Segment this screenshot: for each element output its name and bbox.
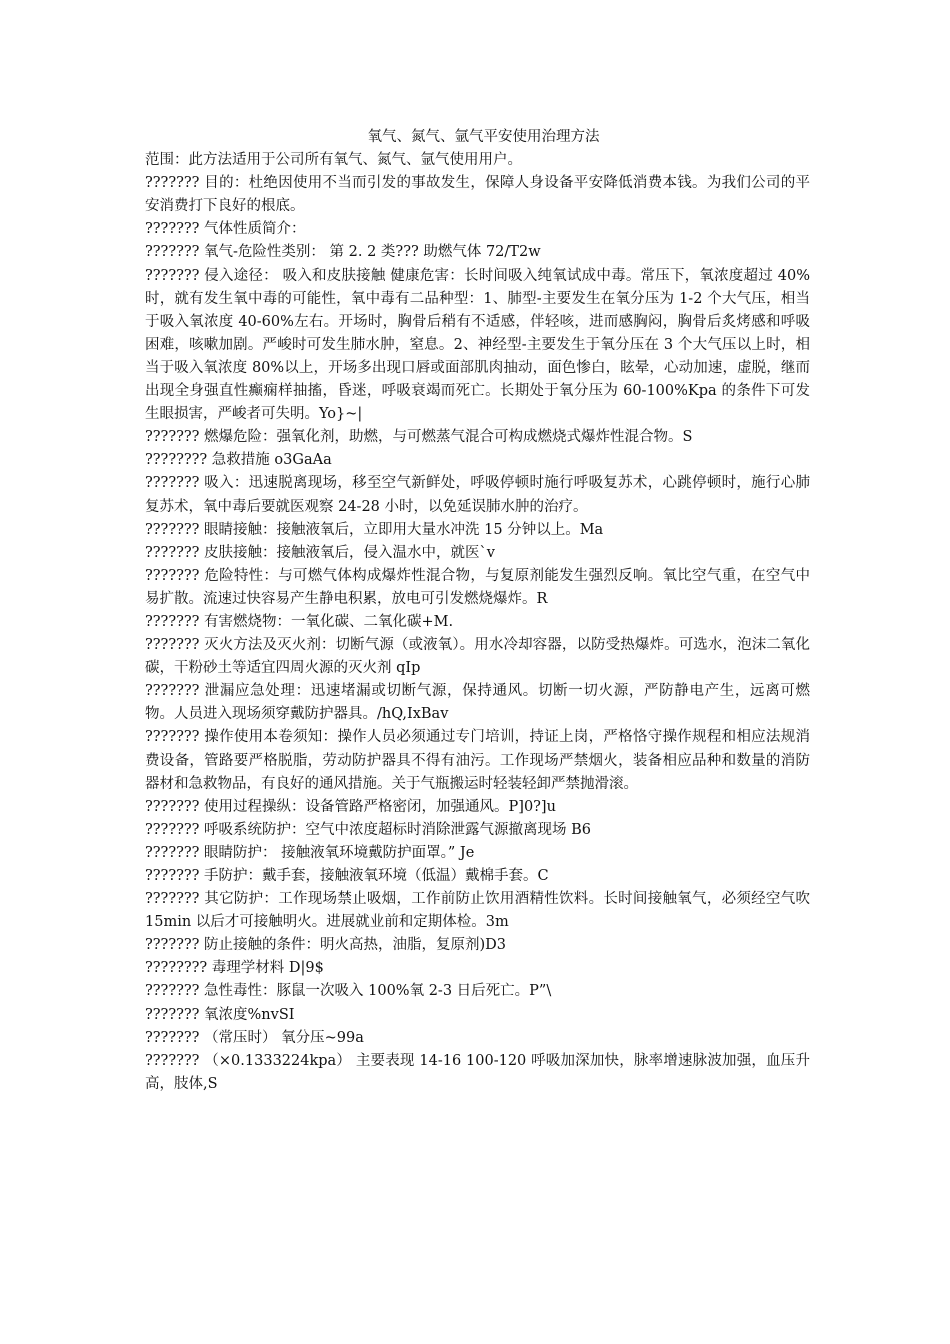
- document-title: 氧气、氮气、氩气平安使用治理方法: [367, 129, 600, 145]
- paragraph-hand-protection: ??????? 手防护：戴手套，接触液氧环境（低温）戴棉手套。C: [145, 868, 549, 884]
- paragraph-combustion-products: ??????? 有害燃烧物：一氧化碳、二氧化碳+M.: [145, 613, 454, 630]
- paragraph-partial-pressure: ??????? （常压时） 氧分压~99a: [145, 1029, 364, 1046]
- paragraph-explosion-hazard: ??????? 燃爆危险：强氧化剂，助燃，与可燃蒸气混合可构成燃烧式爆炸性混合物。S: [145, 429, 693, 446]
- paragraph-scope: 范围：此方法适用于公司所有氧气、氮气、氩气使用用户。: [145, 152, 522, 169]
- paragraph-conditions-to-avoid: ??????? 防止接触的条件：明火高热，油脂，复原剂)D3: [145, 937, 507, 954]
- paragraph-leak-response: ??????? 泄漏应急处理：迅速堵漏或切断气源，保持通风。切断一切火源，严防静电产生，远离可燃物。人员进入现场须穿戴防护器具。/hQ,IxBav: [145, 683, 810, 723]
- paragraph-eye-contact: ??????? 眼睛接触：接触液氧后，立即用大量水冲洗 15 分钟以上。Ma: [145, 521, 604, 538]
- paragraph-hazard-characteristics: ??????? 危险特性：与可燃气体构成爆炸性混合物，与复原剂能发生强烈反响。氧比空气重，在空气中易扩散。流速过快容易产生静电积累，放电可引发燃烧爆炸。R: [145, 567, 810, 607]
- paragraph-first-aid-heading: ???????? 急救措施 o3GaAa: [145, 452, 332, 469]
- paragraph-inhalation: ??????? 吸入：迅速脱离现场，移至空气新鲜处，呼吸停顿时施行呼吸复苏术，心跳停顿时，施行心肺复苏术，氧中毒后要就医观察 24-28 小时，以免延误肺水肿的治疗。: [145, 475, 810, 515]
- document-body: [145, 126, 810, 1096]
- paragraph-main-symptoms: ??????? （×0.1333224kpa） 主要表现 14-16 100-120 呼吸加深加快，脉率增速脉波加强，血压升高，肢体,S: [145, 1052, 810, 1092]
- paragraph-gas-properties-heading: ??????? 气体性质简介：: [145, 221, 306, 238]
- paragraph-other-protection: ??????? 其它防护：工作现场禁止吸烟，工作前防止饮用酒精性饮料。长时间接触氧气，必须经空气吹 15min 以后才可接触明火。进展就业前和定期体检。3m: [145, 891, 810, 931]
- paragraph-oxygen-hazard-class: ??????? 氧气-危险性类别： 第 2. 2 类??? 助燃气体 72/T2w: [145, 244, 541, 261]
- paragraph-toxicology-heading: ???????? 毒理学材料 D|9$: [145, 960, 324, 977]
- paragraph-respiratory-protection: ??????? 呼吸系统防护：空气中浓度超标时消除泄露气源撤离现场 B6: [145, 821, 592, 838]
- paragraph-skin-contact: ??????? 皮肤接触：接触液氧后，侵入温水中，就医`v: [145, 544, 495, 561]
- paragraph-oxygen-concentration: ??????? 氧浓度%nvSI: [145, 1006, 295, 1023]
- paragraph-purpose: ??????? 目的：杜绝因使用不当而引发的事故发生，保障人身设备平安降低消费本钱。为我们公司的平安消费打下良好的根底。: [145, 175, 810, 215]
- paragraph-fire-extinguishing: ??????? 灭火方法及灭火剂：切断气源（或液氧）。用水冷却容器，以防受热爆炸。可选水，泡沫二氧化碳，干粉砂土等适宜四周火源的灭火剂 qIp: [145, 637, 810, 677]
- paragraph-acute-toxicity: ??????? 急性毒性：豚鼠一次吸入 100%氧 2-3 日后死亡。P”\: [145, 983, 552, 1000]
- paragraph-eye-protection: ??????? 眼睛防护： 接触液氧环境戴防护面罩。” Je: [145, 844, 475, 861]
- paragraph-exposure-route: ??????? 侵入途径： 吸入和皮肤接触 健康危害：长时间吸入纯氧试成中毒。常压下，氧浓度超过 40%时，就有发生氧中毒的可能性，氧中毒有二品种型：1、肺型-主要发生在氧分压为 1-2 个大气压，相当于吸入氧浓度 40-60%左右。开场时，胸骨后稍有不适感，伴轻咳，进而感胸闷，胸骨后炙烤感和呼吸困难，咳嗽加剧。严峻时可发生肺水肿，窒息。2、神经型-主要发生于氧分压在 3 个大气压以上时，相当于吸入氧浓度 80%以上，开场多出现口唇或面部肌肉抽动，面色惨白，眩晕，心动加速，虚脱，继而出现全身强直性癫痫样抽搐，昏迷，呼吸衰竭而死亡。长期处于氧分压为 60-100%Kpa 的条件下可发生眼损害，严峻者可失明。Yo}~|: [145, 267, 810, 423]
- paragraph-process-control: ??????? 使用过程操纵：设备管路严格密闭，加强通风。P]0?]u: [145, 798, 556, 815]
- paragraph-operation-notes: ??????? 操作使用本卷须知：操作人员必须通过专门培训，持证上岗，严格恪守操作规程和相应法规消费设备，管路要严格脱脂，劳动防护器具不得有油污。工作现场严禁烟火，装备相应品种和数量的消防器材和急救物品，有良好的通风措施。关于气瓶搬运时轻装轻卸严禁抛滑滚。: [145, 729, 810, 792]
